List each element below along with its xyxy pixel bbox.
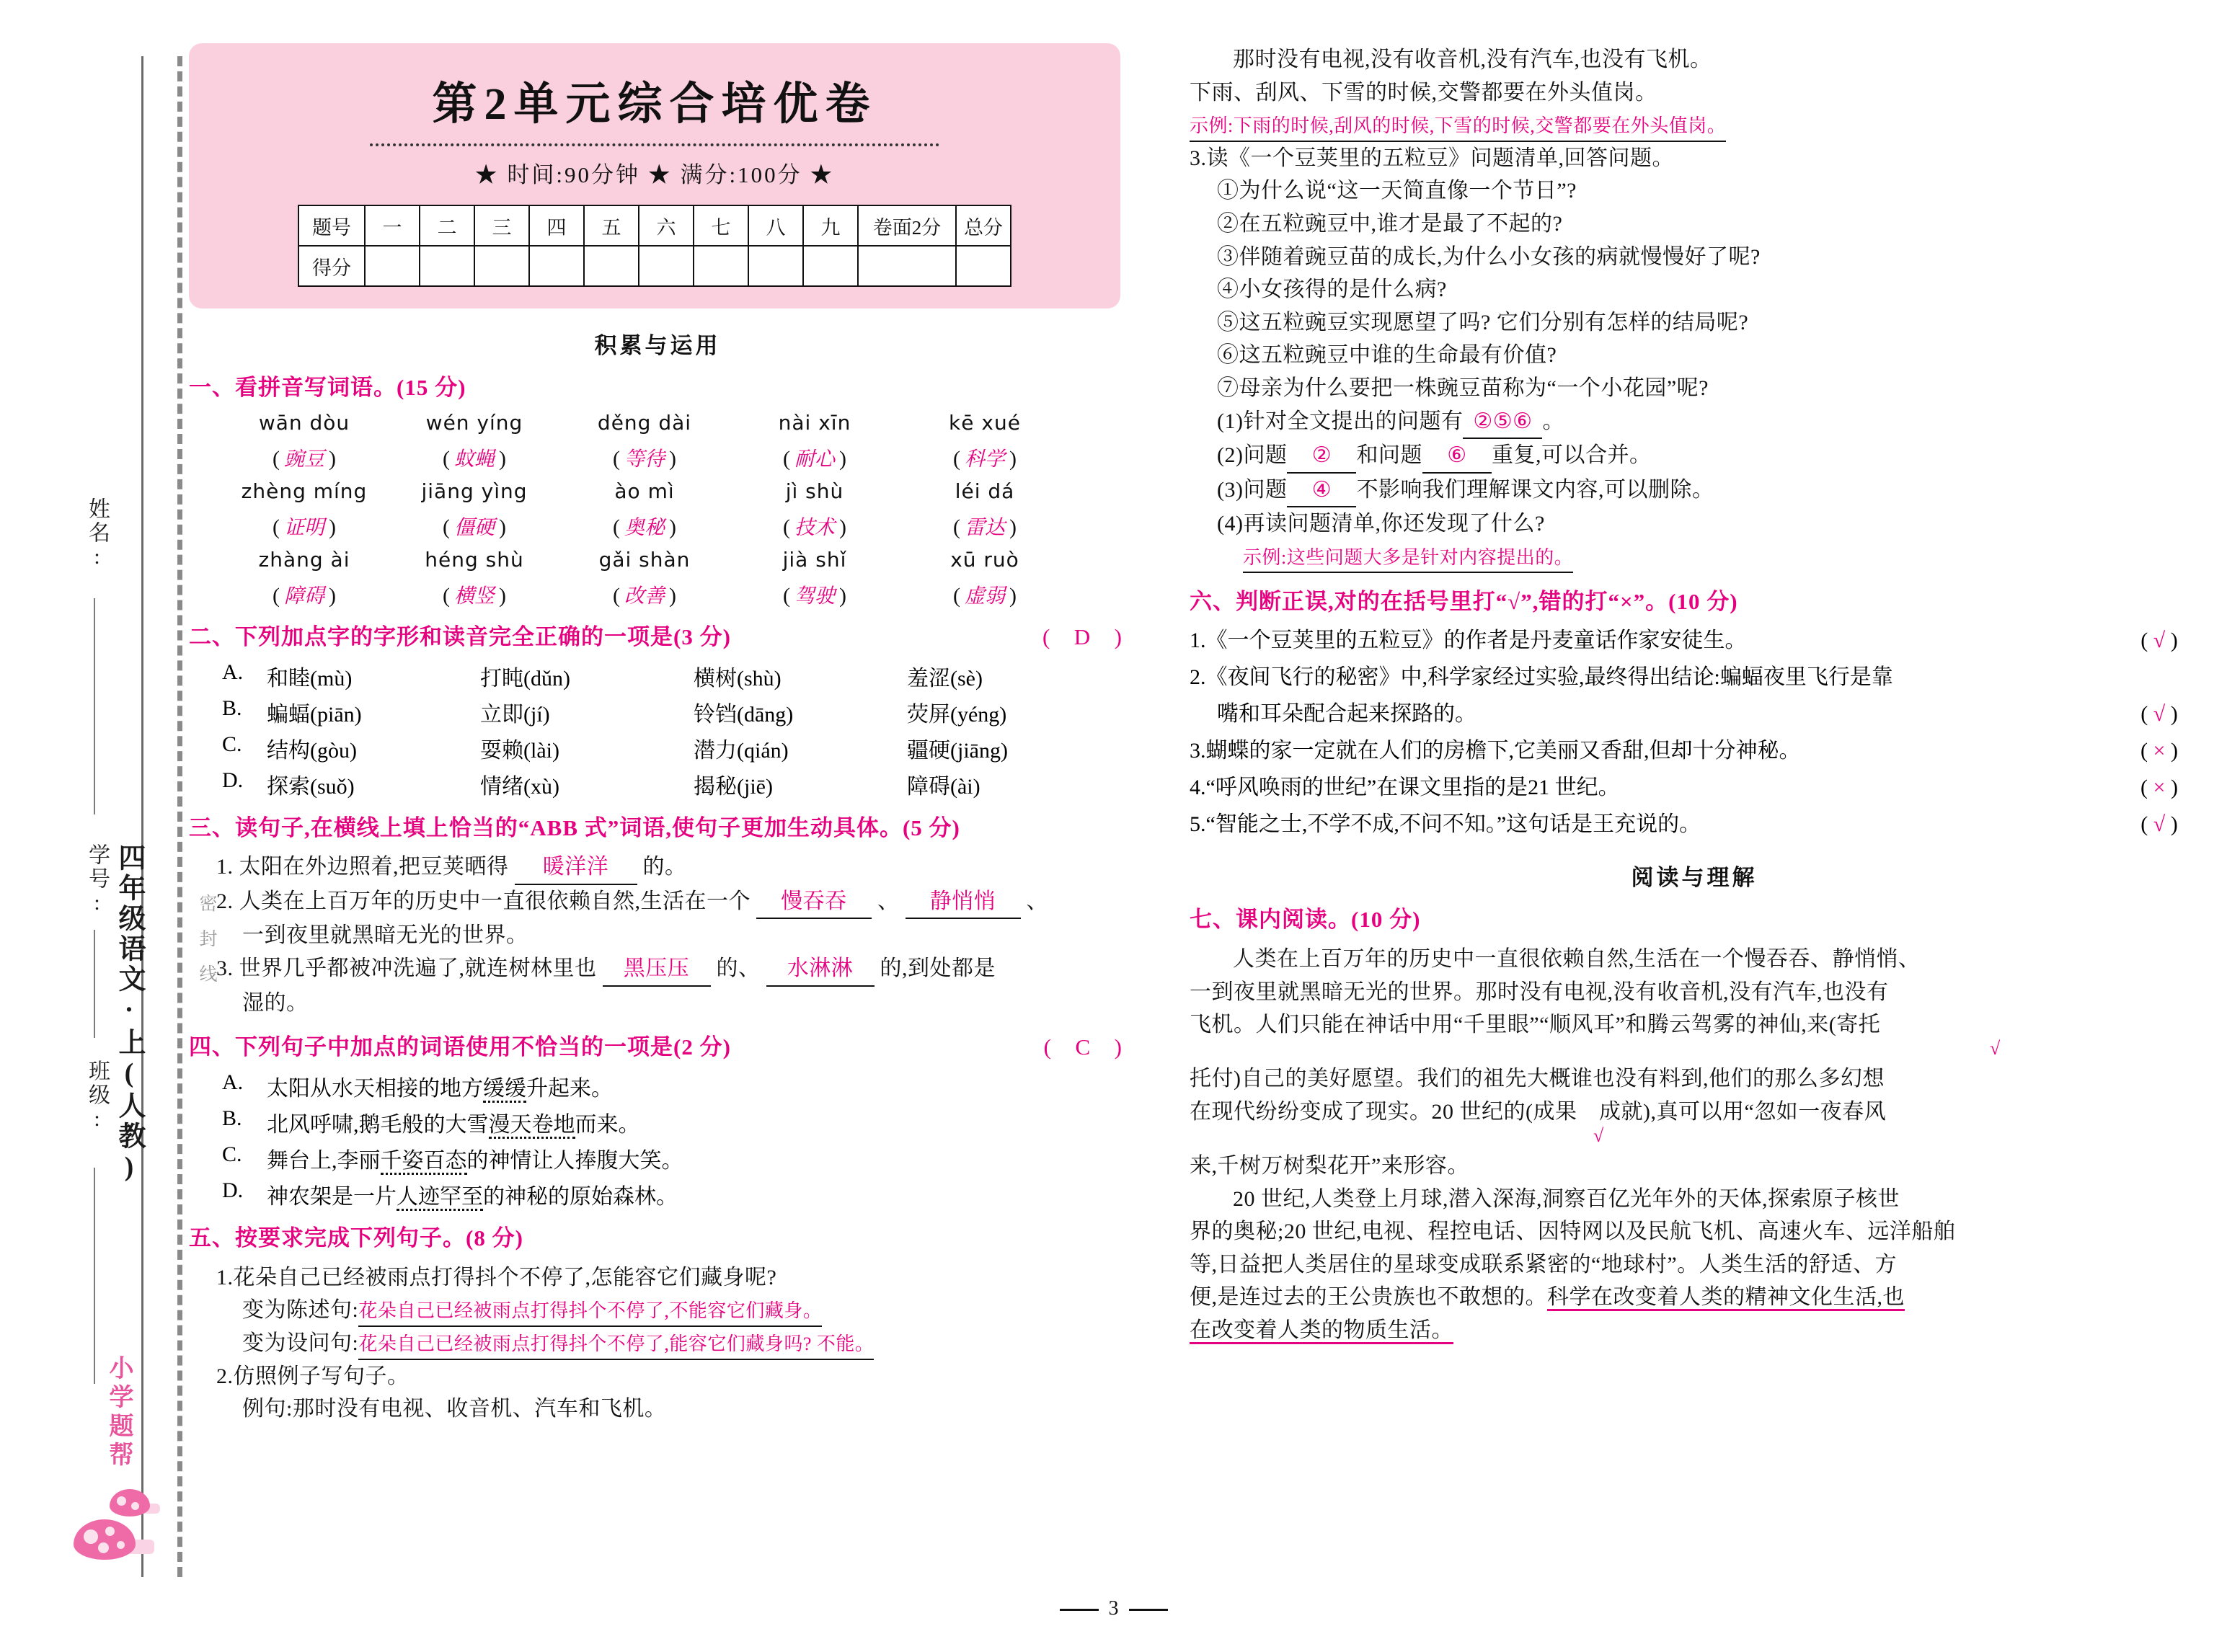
pinyin-cell [900, 548, 1070, 572]
choice-label: B. [222, 696, 242, 720]
section-3-item-2-cont: 一到夜里就黑暗无光的世界。 [242, 923, 528, 948]
choice-item: 障碍(ài) [907, 774, 980, 799]
score-cell[interactable] [474, 246, 529, 286]
judgement-row[interactable] [1190, 808, 2199, 840]
pinyin-cell [559, 548, 730, 572]
word-answer: 横竖 [453, 585, 495, 608]
score-col-header: 六 [639, 205, 694, 246]
judgement-answer-box[interactable]: ( √ ) [2140, 812, 2178, 837]
pinyin-cell [219, 548, 389, 572]
dotted-word: 漫天卷地 [489, 1113, 575, 1139]
section-3-heading: 三、读句子,在横线上填上恰当的“ABB 式”词语,使句子更加生动具体。(5 分) [189, 814, 960, 840]
choice-label: D. [222, 768, 244, 792]
judgement-row[interactable] [1190, 771, 2199, 804]
pinyin-cell [389, 411, 559, 435]
choice-item: 羞涩(sè) [907, 666, 983, 690]
question-item: ③伴随着豌豆苗的成长,为什么小女孩的病就慢慢好了呢? [1217, 244, 1761, 269]
sentence-answer[interactable]: 示例:下雨的时候,刮风的时候,下雪的时候,交警都要在外头值岗。 [1190, 112, 1726, 142]
choice-item: 结构(gòu) [267, 738, 357, 763]
right-target-line: 下雨、刮风、下雪的时候,交警都要在外头值岗。 [1190, 80, 1657, 105]
check-mark-icon: √ [1593, 1124, 1604, 1146]
title-divider [370, 143, 939, 146]
blank-answer[interactable]: 慢吞吞 [756, 885, 872, 920]
q3-sub-4: (4)再读问题清单,你还发现了什么? [1217, 512, 1545, 536]
pinyin-text: jì shù [785, 479, 844, 503]
sub2-answer-a[interactable]: ② [1287, 439, 1356, 474]
question-item: ②在五粒豌豆中,谁才是最了不起的? [1217, 211, 1563, 236]
judgement-row-cont[interactable] [1190, 698, 2199, 730]
answer-cell[interactable]: ( 等待 ) [612, 446, 676, 471]
choice-row[interactable] [189, 732, 1126, 764]
pinyin-text: jià shǐ [782, 547, 847, 572]
answer-row [189, 579, 1126, 609]
left-column [189, 43, 1126, 1426]
score-col-header: 二 [420, 205, 474, 246]
choice-item: 探索(suǒ) [267, 774, 355, 799]
word-answer: 等待 [624, 448, 665, 471]
grade-subject-label: 四年级语文·上(人教) [114, 843, 144, 1185]
judgement-text: 1.《一个豆荚里的五粒豆》的作者是丹麦童话作家安徒生。 [1190, 629, 1747, 653]
choice-item: 立即(jí) [480, 702, 550, 727]
word-answer: 证明 [283, 516, 324, 539]
section-5-question-1: 1.花朵自己已经被雨点打得抖个不停了,怎能容它们藏身呢? [216, 1265, 777, 1289]
page-footer [0, 1597, 2227, 1620]
passage-line-4: 托付)自己的美好愿望。我们的祖先大概谁也没有料到,他们的那么多幻想 [1190, 1067, 1885, 1091]
pinyin-cell [389, 548, 559, 572]
word-answer: 雷达 [964, 516, 1005, 539]
word-answer: 改善 [624, 585, 665, 608]
judgement-answer-box[interactable]: ( × ) [2140, 739, 2178, 763]
question-item: ⑦母亲为什么要把一株豌豆苗称为“一个小花园”呢? [1217, 376, 1709, 400]
choice-label: D. [222, 1178, 244, 1203]
pinyin-cell [559, 479, 730, 503]
question-item: ④小女孩得的是什么病? [1217, 277, 1447, 302]
score-col-header: 三 [474, 205, 529, 246]
pinyin-text: wén yíng [425, 410, 523, 435]
answer-cell[interactable]: ( 豌豆 ) [272, 446, 336, 471]
pinyin-text: gǎi shàn [598, 547, 691, 572]
q3-sub-3: (3)问题 ④ 不影响我们理解课文内容,可以删除。 [1190, 474, 2199, 508]
answer-cell[interactable]: ( 雷达 ) [952, 515, 1017, 539]
blank-answer[interactable]: 黑压压 [603, 952, 711, 987]
section-6-items [1190, 624, 2199, 840]
pinyin-cell [900, 411, 1070, 435]
choice-row[interactable] [189, 696, 1126, 728]
pinyin-cell [389, 479, 559, 503]
choice-item: 情绪(xù) [480, 774, 559, 799]
answer-cell[interactable]: ( 科学 ) [952, 446, 1017, 471]
pinyin-text: léi dá [955, 479, 1015, 503]
choice-label: C. [222, 1142, 242, 1167]
answer-cell[interactable]: ( 障碍 ) [272, 583, 336, 608]
choice-item: 揭秘(jiē) [694, 774, 773, 799]
passage-line-6: 来,千树万树梨花开”来形容。 [1190, 1154, 1469, 1178]
score-col-header: 卷面2分 [858, 205, 956, 246]
section-4-options [189, 1070, 1126, 1210]
part-heading-reading: 阅读与理解 [1631, 865, 1758, 891]
right-example-line: 那时没有电视,没有收音机,没有汽车,也没有飞机。 [1233, 48, 1712, 71]
judgement-text: 嘴和耳朵配合起来探路的。 [1217, 702, 1476, 727]
blank-answer[interactable]: 水淋淋 [766, 952, 875, 987]
section-2-options [189, 660, 1126, 800]
q3-sub-1: (1)针对全文提出的问题有 ②⑤⑥ 。 [1190, 405, 2199, 440]
pinyin-cell [559, 411, 730, 435]
choice-label: A. [222, 660, 244, 684]
score-table [298, 205, 1011, 287]
pinyin-text: děng dài [597, 410, 692, 435]
score-cell[interactable] [584, 246, 639, 286]
word-answer: 虚弱 [964, 585, 1005, 608]
passage-line-5: 在现代纷纷变成了现实。20 世纪的(成果 成就),真可以用“忽如一夜春风 √ [1190, 1096, 2199, 1150]
answer-cell[interactable]: ( 横竖 ) [442, 583, 506, 608]
statement-answer[interactable]: 花朵自己已经被雨点打得抖个不停了,不能容它们藏身。 [358, 1297, 822, 1327]
section-3-item-1: 1. 太阳在外边照着,把豆荚晒得 暖洋洋 的。 [189, 851, 1126, 885]
answer-cell[interactable]: ( 耐心 ) [782, 446, 846, 471]
judgement-text: 3.蝴蝶的家一定就在人们的房檐下,它美丽又香甜,但却十分神秘。 [1190, 739, 1801, 763]
score-cell[interactable] [694, 246, 748, 286]
pinyin-text: héng shù [425, 547, 524, 572]
pinyin-cell [730, 548, 900, 572]
pinyin-row [189, 479, 1126, 503]
section-5-rhetorical-row: 变为设问句:花朵自己已经被雨点打得抖个不停了,能容它们藏身吗? 不能。 [189, 1327, 1126, 1360]
pinyin-text: kē xué [949, 410, 1021, 435]
judgement-text: 2.《夜间飞行的秘密》中,科学家经过实验,最终得出结论:蝙蝠夜里飞行是靠 [1190, 665, 1893, 690]
passage-line-10: 便,是连过去的王公贵族也不敢想的。科学在改变着人类的精神文化生活,也 [1190, 1281, 2199, 1314]
margin-dashed-rule [177, 56, 182, 1577]
word-answer: 驾驶 [794, 585, 835, 608]
check-mark-icon: √ [1990, 1037, 2001, 1059]
choice-row[interactable] [189, 1178, 1126, 1210]
q3-sub-2: (2)问题 ② 和问题 ⑥ 重复,可以合并。 [1190, 439, 2199, 474]
sub3-answer[interactable]: ④ [1287, 474, 1356, 508]
section-2-answer-box: ( D ) [1042, 623, 1126, 649]
passage-line-3: 飞机。人们只能在神话中用“千里眼”“顺风耳”和腾云驾雾的神仙,来(寄托 √ [1190, 1008, 2199, 1062]
passage-line-1: 人类在上百万年的历史中一直很依赖自然,生活在一个慢吞吞、静悄悄、 [1233, 947, 1921, 972]
score-row-label: 题号 [298, 205, 365, 246]
choice-text: 北风呼啸,鹅毛般的大雪漫天卷地而来。 [267, 1106, 640, 1138]
question-item: ⑤这五粒豌豆实现愿望了吗? 它们分别有怎样的结局呢? [1217, 310, 1749, 334]
answer-cell[interactable]: ( 虚弱 ) [952, 583, 1017, 608]
pinyin-cell [900, 479, 1070, 503]
pinyin-text: nài xīn [778, 410, 851, 435]
section-6-heading: 六、判断正误,对的在括号里打“√”,错的打“×”。(10 分) [1190, 588, 1738, 614]
word-answer: 技术 [794, 516, 835, 539]
choice-item: 铃铛(dāng) [694, 702, 794, 727]
score-cell[interactable] [529, 246, 584, 286]
passage-line-9: 等,日益把人类居住的星球变成联系紧密的“地球村”。人类生活的舒适、方 [1190, 1252, 1898, 1276]
word-answer: 科学 [964, 448, 1005, 471]
score-col-header: 总分 [956, 205, 1011, 246]
score-col-header: 一 [365, 205, 420, 246]
score-col-header: 九 [803, 205, 858, 246]
choice-item: 蝙蝠(piān) [267, 702, 362, 727]
choice-text: 太阳从水天相接的地方缓缓升起来。 [267, 1070, 613, 1102]
score-cell[interactable] [365, 246, 420, 286]
judgement-mark: √ [2153, 812, 2166, 837]
judgement-row[interactable] [1190, 734, 2199, 767]
score-col-header: 七 [694, 205, 748, 246]
judgement-mark: √ [2153, 702, 2166, 727]
word-answer: 蚊蝇 [453, 448, 495, 471]
q3-sub-4-answer-wrap [1190, 541, 2199, 574]
name-write-line [94, 598, 95, 814]
student-name-label: 姓名: [85, 497, 109, 571]
question-item: ⑥这五粒豌豆中谁的生命最有价值? [1217, 343, 1557, 368]
choice-item: 耍赖(lài) [480, 738, 559, 763]
answer-cell[interactable]: ( 证明 ) [272, 515, 336, 539]
section-4-answer-box: ( C ) [1043, 1034, 1126, 1060]
seal-line-label: 密封线 [197, 894, 216, 1000]
page-title: 第2单元综合培优卷 [432, 80, 877, 129]
underlined-sentence: 科学在改变着人类的精神文化生活,也 [1547, 1285, 1905, 1311]
pinyin-text: zhèng míng [241, 479, 368, 503]
section-5-question-2: 2.仿照例子写句子。 [216, 1364, 409, 1388]
margin-solid-rule [141, 56, 143, 1577]
pinyin-text: xū ruò [950, 547, 1019, 572]
word-answer: 耐心 [794, 448, 835, 471]
choice-item: 疆硬(jiāng) [907, 738, 1008, 763]
choice-label: B. [222, 1106, 242, 1131]
choice-row[interactable] [189, 1142, 1126, 1174]
choice-item: 打盹(dǔn) [480, 666, 570, 690]
class-write-line [94, 1168, 95, 1384]
section-5-example: 例句:那时没有电视、收音机、汽车和飞机。 [242, 1397, 667, 1421]
pinyin-cell [730, 479, 900, 503]
underlined-sentence: 在改变着人类的物质生活。 [1190, 1318, 1453, 1344]
word-answer: 奥秘 [624, 516, 665, 539]
rhetorical-answer[interactable]: 花朵自己已经被雨点打得抖个不停了,能容它们藏身吗? 不能。 [358, 1330, 874, 1360]
publisher-logo-label: 小学题帮 [105, 1355, 132, 1470]
answer-cell[interactable]: ( 改善 ) [612, 583, 676, 608]
section-1-heading: 一、看拼音写词语。(15 分) [189, 375, 466, 400]
choice-text: 神农架是一片人迹罕至的神秘的原始森林。 [267, 1178, 678, 1210]
judgement-text: 5.“智能之士,不学不成,不问不知。”这句话是王充说的。 [1190, 812, 1701, 837]
passage-line-7: 20 世纪,人类登上月球,潜入深海,洞察百亿光年外的天体,探索原子核世 [1233, 1186, 1900, 1211]
choice-row[interactable] [189, 1106, 1126, 1138]
score-col-header: 五 [584, 205, 639, 246]
score-cell[interactable] [858, 246, 956, 286]
passage-line-11 [1190, 1314, 2199, 1347]
pinyin-text: ào mì [614, 479, 675, 503]
judgement-mark: √ [2153, 629, 2166, 653]
pinyin-cell [219, 479, 389, 503]
judgement-answer-box[interactable]: ( √ ) [2140, 629, 2178, 653]
title-card [189, 43, 1120, 308]
pinyin-answer-area [189, 411, 1126, 609]
passage-line-8: 界的奥秘;20 世纪,电视、程控电话、因特网以及民航飞机、高速火车、远洋船舶 [1190, 1220, 1956, 1244]
choice-item: 横树(shù) [694, 666, 782, 690]
student-number-label: 学号: [85, 843, 109, 917]
pinyin-row [189, 548, 1126, 572]
dotted-word: 缓缓 [483, 1077, 526, 1103]
pinyin-text: jiāng yìng [421, 479, 528, 503]
section-2-answer: D [1073, 623, 1095, 649]
answer-cell[interactable]: ( 技术 ) [782, 515, 846, 539]
mushroom-icon [69, 1485, 163, 1571]
section-4-heading: ( C ) 四、下列句子中加点的词语使用不恰当的一项是(2 分) [189, 1032, 1126, 1063]
answer-cell[interactable]: ( 蚊蝇 ) [442, 446, 506, 471]
section-7-heading: 七、课内阅读。(10 分) [1190, 907, 1421, 933]
exam-subtitle: ★ 时间:90分钟 ★ 满分:100分 ★ [474, 162, 835, 187]
choice-row[interactable] [189, 768, 1126, 800]
choice-text: 舞台上,李丽千姿百态的神情让人捧腹大笑。 [267, 1142, 683, 1174]
judgement-row[interactable] [1190, 624, 2199, 657]
right-answer-line-wrap [1190, 109, 2199, 142]
word-answer: 僵硬 [453, 516, 495, 539]
question-list [1190, 174, 2199, 404]
answer-row [189, 442, 1126, 472]
answer-cell[interactable]: ( 僵硬 ) [442, 515, 506, 539]
section-3-item-2: 2. 人类在上百万年的历史中一直很依赖自然,生活在一个 慢吞吞 、 静悄悄 、 [189, 885, 1126, 920]
dotted-word: 人迹罕至 [397, 1185, 483, 1211]
dotted-word: 千姿百态 [381, 1149, 467, 1175]
choice-item: 潜力(qián) [694, 738, 789, 763]
passage-line-2: 一到夜里就黑暗无光的世界。那时没有电视,没有收音机,没有汽车,也没有 [1190, 980, 1889, 1004]
judgement-answer-box[interactable]: ( √ ) [2140, 702, 2178, 727]
pinyin-row [189, 411, 1126, 435]
answer-cell[interactable]: ( 驾驶 ) [782, 583, 846, 608]
judgement-text: 4.“呼风唤雨的世纪”在课文里指的是21 世纪。 [1190, 776, 1620, 800]
word-answer: 障碍 [283, 585, 324, 608]
judgement-mark: × [2153, 776, 2166, 800]
pinyin-text: zhàng ài [258, 547, 350, 572]
judgement-mark: × [2153, 739, 2166, 763]
section-5-question-3: 3.读《一个豆荚里的五粒豆》问题清单,回答问题。 [1190, 146, 1674, 170]
score-row-label: 得分 [298, 246, 365, 286]
choice-row[interactable] [189, 660, 1126, 692]
blank-answer[interactable]: 静悄悄 [906, 885, 1021, 920]
section-5-statement-row: 变为陈述句:花朵自己已经被雨点打得抖个不停了,不能容它们藏身。 [189, 1294, 1126, 1327]
page-number: 3 [1108, 1597, 1119, 1620]
answer-cell[interactable]: ( 奥秘 ) [612, 515, 676, 539]
answer-row [189, 510, 1126, 541]
judgement-row[interactable] [1190, 661, 2199, 693]
score-cell[interactable] [748, 246, 803, 286]
pinyin-text: wān dòu [258, 410, 350, 435]
right-column [1190, 43, 2199, 1347]
choice-label: A. [222, 1070, 244, 1095]
section-4-answer: C [1075, 1034, 1095, 1060]
sub1-answer[interactable]: ②⑤⑥ [1463, 405, 1542, 440]
part-heading-accumulation: 积累与运用 [594, 333, 721, 358]
choice-label: C. [222, 732, 242, 756]
choice-item: 和睦(mù) [267, 666, 353, 690]
score-col-header: 八 [748, 205, 803, 246]
number-write-line [94, 930, 95, 1038]
blank-answer[interactable]: 暖洋洋 [515, 851, 637, 885]
pinyin-cell [219, 411, 389, 435]
choice-item: 荧屏(yéng) [907, 702, 1007, 727]
pinyin-cell [730, 411, 900, 435]
section-2-heading: ( D ) 二、下列加点字的字形和读音完全正确的一项是(3 分) [189, 622, 1126, 653]
score-cell[interactable] [639, 246, 694, 286]
score-cell[interactable] [420, 246, 474, 286]
section-5-heading: 五、按要求完成下列句子。(8 分) [189, 1225, 523, 1251]
score-cell[interactable] [803, 246, 858, 286]
judgement-answer-box[interactable]: ( × ) [2140, 776, 2178, 800]
word-answer: 豌豆 [283, 448, 324, 471]
section-3-item-3: 3. 世界几乎都被冲洗遍了,就连树林里也 黑压压 的、 水淋淋 的,到处都是 [189, 952, 1126, 987]
question-item: ①为什么说“这一天简直像一个节日”? [1217, 179, 1577, 203]
sub4-answer[interactable]: 示例:这些问题大多是针对内容提出的。 [1243, 543, 1573, 574]
sub2-answer-b[interactable]: ⑥ [1422, 439, 1492, 474]
score-col-header: 四 [529, 205, 584, 246]
choice-row[interactable] [189, 1070, 1126, 1102]
student-class-label: 班级: [85, 1060, 109, 1133]
section-3-item-3-cont: 湿的。 [242, 990, 309, 1015]
score-cell[interactable] [956, 246, 1011, 286]
